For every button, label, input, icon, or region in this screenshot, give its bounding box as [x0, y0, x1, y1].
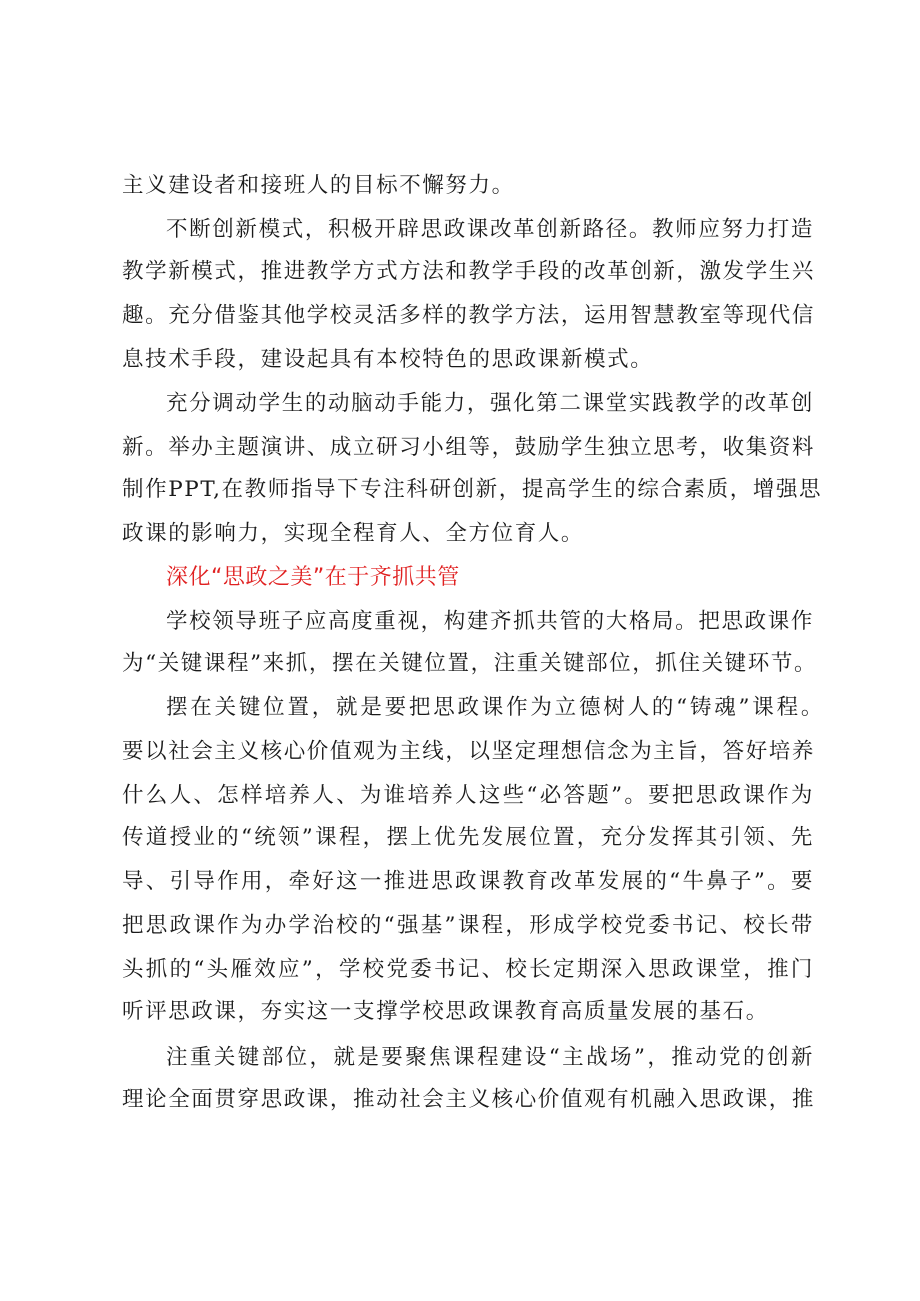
paragraph-line: 摆在关键位置，就是要把思政课作为立德树人的“铸魂”课程。 — [166, 695, 824, 720]
paragraph-line: 充分调动学生的动脑动手能力，强化第二课堂实践教学的改革创 — [166, 391, 814, 416]
paragraph-line: 什么人、怎样培养人、为谁培养人这些“必答题”。要把思政课作为 — [122, 783, 814, 808]
paragraph-line: 传道授业的“统领”课程，摆上优先发展位置，充分发挥其引领、先 — [122, 825, 814, 850]
paragraph-line: 把思政课作为办学治校的“强基”课程，形成学校党委书记、校长带 — [122, 913, 814, 938]
paragraph-line: 主义建设者和接班人的目标不懈努力。 — [122, 173, 515, 198]
paragraph-line: 为“关键课程”来抓，摆在关键位置，注重关键部位，抓住关键环节。 — [122, 651, 818, 676]
paragraph-line: 听评思政课，夯实这一支撑学校思政课教育高质量发展的基石。 — [122, 999, 769, 1024]
paragraph-line: 息技术手段，建设起具有本校特色的思政课新模式。 — [122, 347, 654, 372]
paragraph-line: 要以社会主义核心价值观为主线，以坚定理想信念为主旨，答好培养 — [122, 739, 816, 764]
paragraph-line: 趣。充分借鉴其他学校灵活多样的教学方法，运用智慧教室等现代信 — [122, 303, 816, 328]
section-heading: 深化“思政之美”在于齐抓共管 — [166, 565, 460, 590]
paragraph-line: 注重关键部位，就是要聚焦课程建设“主战场”，推动党的创新 — [166, 1045, 814, 1070]
paragraph-line: 头抓的“头雁效应”，学校党委书记、校长定期深入思政课堂，推门 — [122, 957, 814, 982]
paragraph-line: 制作PPT,在教师指导下专注科研创新，提高学生的综合素质，增强思 — [122, 477, 823, 502]
paragraph-line: 理论全面贯穿思政课，推动社会主义核心价值观有机融入思政课，推 — [122, 1087, 816, 1112]
paragraph-line: 教学新模式，推进教学方式方法和教学手段的改革创新，激发学生兴 — [122, 259, 816, 284]
paragraph-line: 新。举办主题演讲、成立研习小组等，鼓励学生独立思考，收集资料 — [122, 435, 816, 460]
paragraph-line: 不断创新模式，积极开辟思政课改革创新路径。教师应努力打造 — [166, 217, 814, 242]
paragraph-line: 导、引导作用，牵好这一推进思政课教育改革发展的“牛鼻子”。要 — [122, 869, 814, 894]
paragraph-line: 政课的影响力，实现全程育人、全方位育人。 — [122, 521, 585, 546]
paragraph-line: 学校领导班子应高度重视，构建齐抓共管的大格局。把思政课作 — [166, 609, 814, 634]
